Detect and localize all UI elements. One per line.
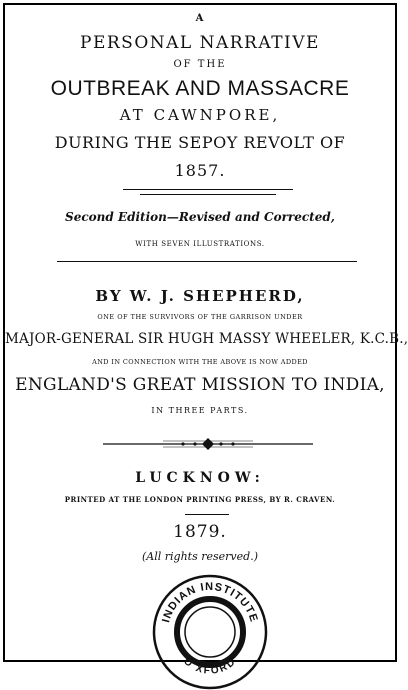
illustrations-note: WITH SEVEN ILLUSTRATIONS. bbox=[135, 240, 265, 248]
printer-line: PRINTED AT THE LONDON PRINTING PRESS, BY R. CRAVEN. bbox=[64, 495, 336, 504]
stamp-bottom-text: O XFORD bbox=[181, 655, 239, 677]
title-outbreak-massacre: OUTBREAK AND MASSACRE bbox=[50, 77, 350, 100]
author-line: BY W. J. SHEPHERD, bbox=[95, 287, 305, 305]
divider-rule bbox=[57, 261, 357, 262]
stamp-text: INDIAN INSTITUTE bbox=[160, 580, 260, 625]
publication-year: 1879. bbox=[173, 522, 227, 542]
title-at-cawnpore: AT CAWNPORE, bbox=[119, 106, 281, 124]
svg-text:O XFORD bbox=[181, 656, 238, 677]
library-stamp bbox=[135, 570, 285, 677]
author-survivor-note: ONE OF THE SURVIVORS OF THE GARRISON UNDER bbox=[97, 313, 303, 321]
title-during-revolt: DURING THE SEPOY REVOLT OF bbox=[54, 133, 346, 152]
edition-note: Second Edition—Revised and Corrected, bbox=[65, 210, 335, 224]
rights-note: (All rights reserved.) bbox=[142, 550, 258, 563]
title-personal-narrative: PERSONAL NARRATIVE bbox=[80, 33, 320, 53]
ornamental-rule bbox=[103, 437, 313, 451]
double-rule-bottom bbox=[140, 194, 276, 195]
title-page bbox=[3, 3, 408, 677]
mission-title: ENGLAND'S GREAT MISSION TO INDIA, bbox=[15, 375, 385, 395]
stamp-seal-icon bbox=[135, 570, 285, 690]
connection-note: AND IN CONNECTION WITH THE ABOVE IS NOW ADDED bbox=[92, 358, 308, 366]
parts-note: IN THREE PARTS. bbox=[151, 406, 249, 415]
general-name: MAJOR-GENERAL SIR HUGH MASSY WHEELER, K.C.B., bbox=[5, 331, 408, 347]
title-article: A bbox=[195, 13, 205, 24]
short-rule bbox=[185, 514, 229, 515]
double-rule-top bbox=[123, 189, 293, 190]
title-year-1857: 1857. bbox=[174, 161, 226, 180]
place-of-publication: LUCKNOW: bbox=[135, 470, 265, 486]
title-of-the: OF THE bbox=[173, 59, 227, 70]
